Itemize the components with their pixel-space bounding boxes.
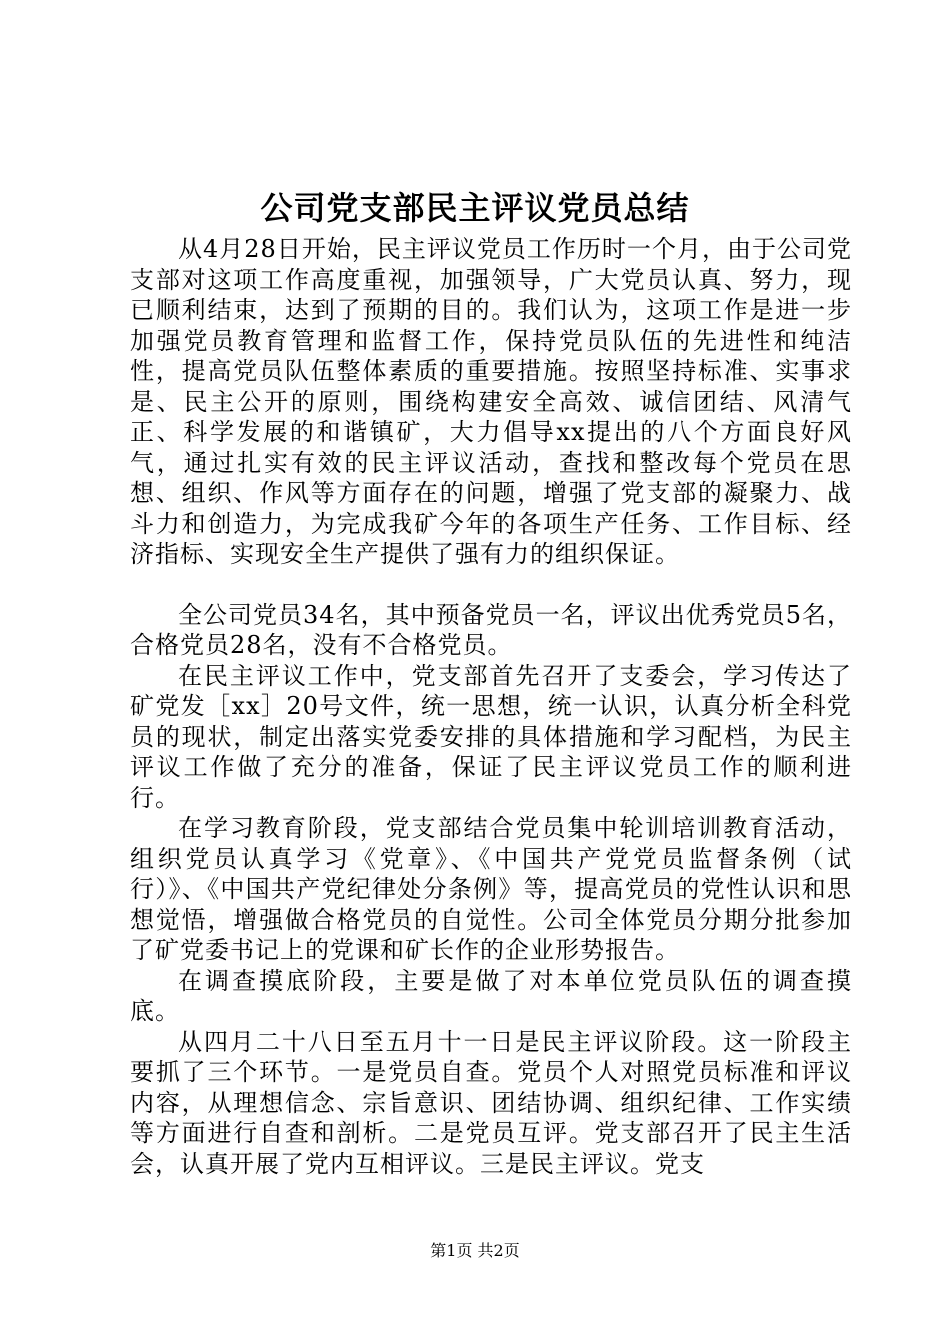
paragraph-survey-stage: 在调查摸底阶段，主要是做了对本单位党员队伍的调查摸底。 — [130, 966, 852, 1025]
paragraph-review-stage: 从四月二十八日至五月十一日是民主评议阶段。这一阶段主要抓了三个环节。一是党员自查。党员个人对照党员标准和评议内容，从理想信念、宗旨意识、团结协调、组织纪律、工作实绩等方面进行自查和剖析。二是党员互评。党支部召开了民主生活会，认真开展了党内互相评议。三是民主评议。党支 — [130, 1027, 852, 1178]
paragraph-intro: 从4月28日开始，民主评议党员工作历时一个月，由于公司党支部对这项工作高度重视，加强领导，广大党员认真、努力，现已顺利结束，达到了预期的目的。我们认为，这项工作是进一步加强党员教育管理和监督工作，保持党员队伍的先进性和纯洁性，提高党员队伍整体素质的重要措施。按照坚持标准、实事求是、民主公开的原则，围绕构建安全高效、诚信团结、风清气正、科学发展的和谐镇矿，大力倡导xx提出的八个方面良好风气，通过扎实有效的民主评议活动，查找和整改每个党员在思想、组织、作风等方面存在的问题，增强了党支部的凝聚力、战斗力和创造力，为完成我矿今年的各项生产任务、工作目标、经济指标、实现安全生产提供了强有力的组织保证。 — [130, 235, 852, 568]
paragraph-study-stage: 在学习教育阶段，党支部结合党员集中轮训培训教育活动，组织党员认真学习《党章》、《中国共产党党员监督条例（试行）》、《中国共产党纪律处分条例》等，提高党员的党性认识和思想觉悟，增强做合格党员的自觉性。公司全体党员分期分批参加了矿党委书记上的党课和矿长作的企业形势报告。 — [130, 814, 852, 964]
page-indicator: 第1页 共2页 — [430, 1241, 520, 1260]
paragraph-member-count: 全公司党员34名，其中预备党员一名，评议出优秀党员5名，合格党员28名，没有不合格党员。 — [130, 600, 852, 659]
paragraph-preparation: 在民主评议工作中，党支部首先召开了支委会，学习传达了矿党发［xx］20号文件，统一思想，统一认识，认真分析全科党员的现状，制定出落实党委安排的具体措施和学习配档，为民主评议工作做了充分的准备，保证了民主评议党员工作的顺利进行。 — [130, 661, 852, 812]
document-body — [130, 234, 852, 1179]
document-title: 公司党支部民主评议党员总结 — [260, 189, 690, 227]
